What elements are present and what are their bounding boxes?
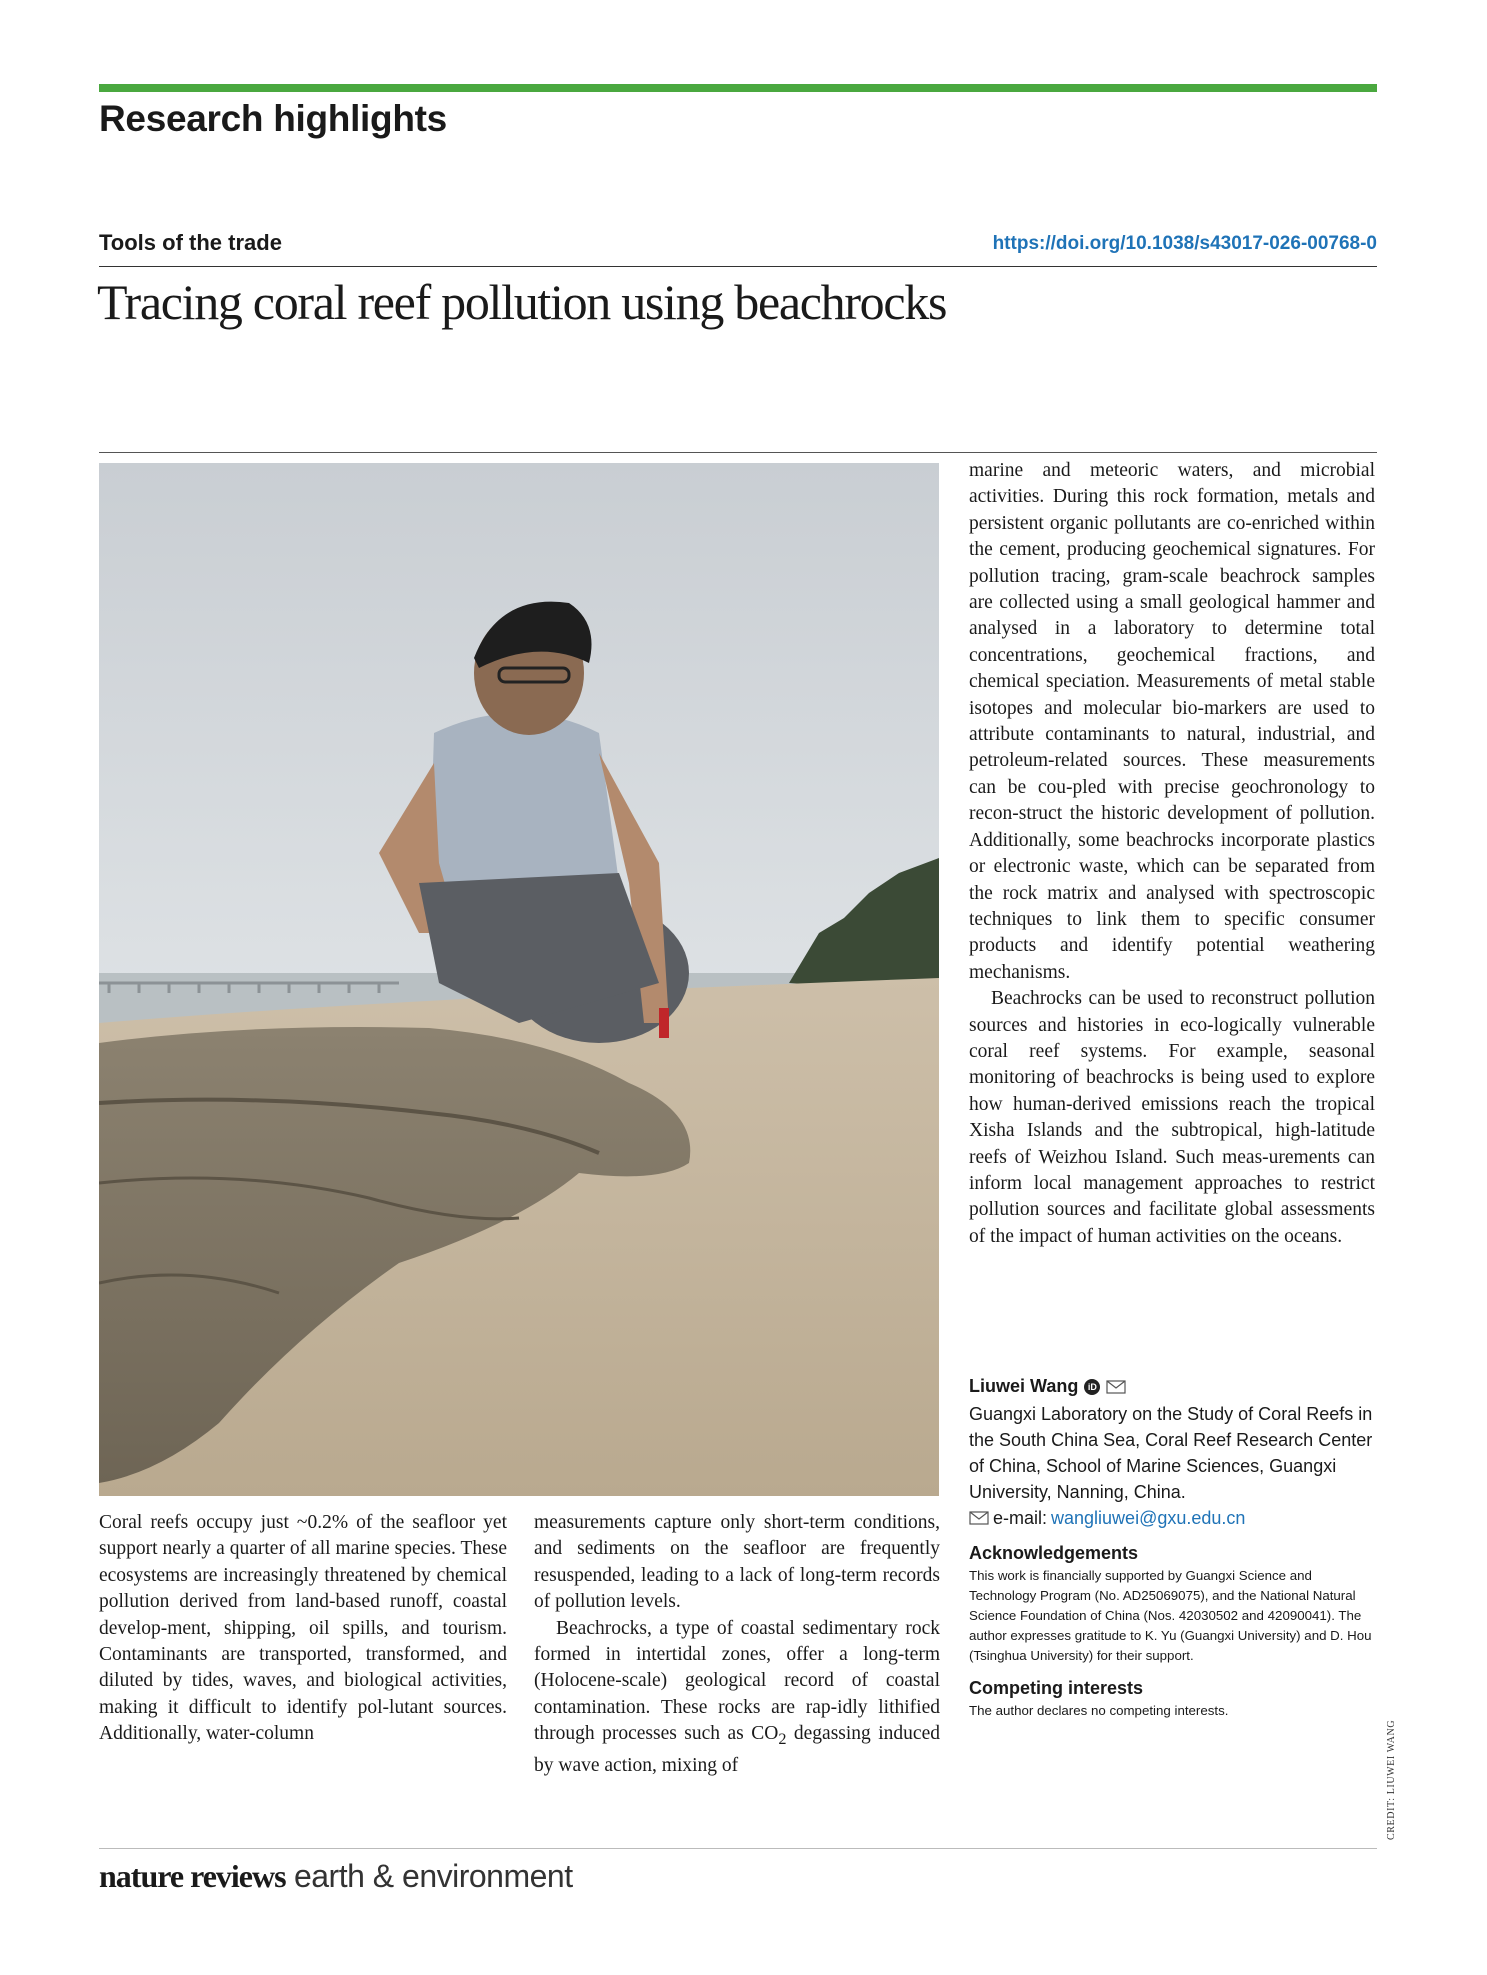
footer-rule bbox=[99, 1848, 1377, 1849]
body-paragraph: Coral reefs occupy just ~0.2% of the seafloor yet support nearly a quarter of all marine species. These ecosystems are increasingly threatened by chemical pollution derived from land-based runoff, coastal develop-ment, shipping, oil spills, and tourism. Contaminants are transported, transformed, and diluted by tides, waves, and biological activities, making it difficult to identify pol-lutant sources. Additionally, water-column bbox=[99, 1512, 507, 1745]
article-headline: Tracing coral reef pollution using beachrocks bbox=[97, 274, 947, 330]
journal-footer bbox=[99, 1858, 573, 1895]
body-paragraph bbox=[534, 1616, 940, 1779]
body-paragraph: Beachrocks can be used to reconstruct pollution sources and histories in eco-logically vulnerable coral reef systems. For example, seasonal monitoring of beachrocks is being used to explore how human-derived emissions reach the tropical Xisha Islands and the subtropical, high-latitude reefs of Weizhou Island. Such meas-urements can inform local management approaches to restrict pollution sources and facilitate global assessments of the impact of human activities on the oceans. bbox=[969, 988, 1375, 1247]
body-paragraph: measurements capture only short-term conditions, and sediments on the seafloor are frequently resuspended, leading to a lack of long-term records of pollution levels. bbox=[534, 1512, 940, 1613]
email-line bbox=[969, 1505, 1379, 1531]
body-column-bottom-middle bbox=[534, 1510, 940, 1779]
article-kicker: Tools of the trade bbox=[99, 230, 282, 255]
acknowledgements-heading: Acknowledgements bbox=[969, 1543, 1139, 1563]
author-affiliation: Guangxi Laboratory on the Study of Coral Reefs in the South China Sea, Coral Reef Research Center of China, School of Marine Sciences, Guangxi University, Nanning, China. bbox=[969, 1404, 1373, 1502]
journal-name-bold: nature reviews bbox=[99, 1858, 286, 1894]
subscript: 2 bbox=[778, 1730, 787, 1749]
envelope-icon[interactable] bbox=[1106, 1380, 1126, 1394]
competing-interests-text: The author declares no competing interests. bbox=[969, 1703, 1229, 1718]
text-run: degassing induced by wave action, mixing of bbox=[534, 1723, 940, 1776]
email-link[interactable]: wangliuwei@gxu.edu.cn bbox=[1051, 1508, 1246, 1528]
text-run: Beachrocks, a type of coastal sedimentary rock formed in intertidal zones, offer a long-term (Holocene-scale) geological record of coastal contamination. These rocks are rap-idly lithified through processes such as CO bbox=[534, 1617, 940, 1745]
email-label: e-mail: bbox=[993, 1508, 1048, 1528]
body-paragraph: marine and meteoric waters, and microbial activities. During this rock formation, metals and persistent organic pollutants are co-enriched within the cement, producing geochemical signatures. For pollution tracing, gram-scale beachrock samples are collected using a small geological hammer and analysed in a laboratory to determine total concentrations, geochemical fractions, and chemical speciation. Measurements of metal stable isotopes and molecular bio-markers are used to attribute contaminants to natural, industrial, and petroleum-related sources. These measurements can be cou-pled with precise geochronology to recon-struct the historic development of pollution. Additionally, some beachrocks incorporate plastics or electronic waste, which can be separated from the rock matrix and analysed with spectroscopic techniques to link them to specific consumer products and identify potential weathering mechanisms. bbox=[969, 460, 1375, 983]
acknowledgements-text: This work is financially supported by Guangxi Science and Technology Program (No. AD25069075), and the National Natural Science Foundation of China (Nos. 42030502 and 42090041). The author expresses gratitude to K. Yu (Guangxi University) and D. Hou (Tsinghua University) for their support. bbox=[969, 1568, 1372, 1663]
orcid-icon[interactable]: iD bbox=[1084, 1379, 1100, 1395]
header-rule bbox=[99, 266, 1377, 267]
photo-credit: CREDIT: LIUWEI WANG bbox=[1386, 1719, 1397, 1840]
journal-name-light: earth & environment bbox=[285, 1858, 573, 1894]
competing-interests-heading: Competing interests bbox=[969, 1678, 1144, 1698]
section-title: Research highlights bbox=[99, 98, 447, 139]
header-accent-bar bbox=[99, 84, 1377, 92]
body-column-bottom-left bbox=[99, 1510, 507, 1748]
envelope-icon bbox=[969, 1511, 989, 1525]
body-column-right bbox=[969, 458, 1375, 1250]
author-block bbox=[969, 1376, 1379, 1721]
beachrock-photo bbox=[99, 463, 939, 1496]
doi-link[interactable]: https://doi.org/10.1038/s43017-026-00768-0 bbox=[992, 233, 1377, 254]
author-name-line bbox=[969, 1376, 1379, 1397]
content-rule bbox=[99, 452, 1377, 453]
author-name: Liuwei Wang bbox=[969, 1376, 1079, 1396]
